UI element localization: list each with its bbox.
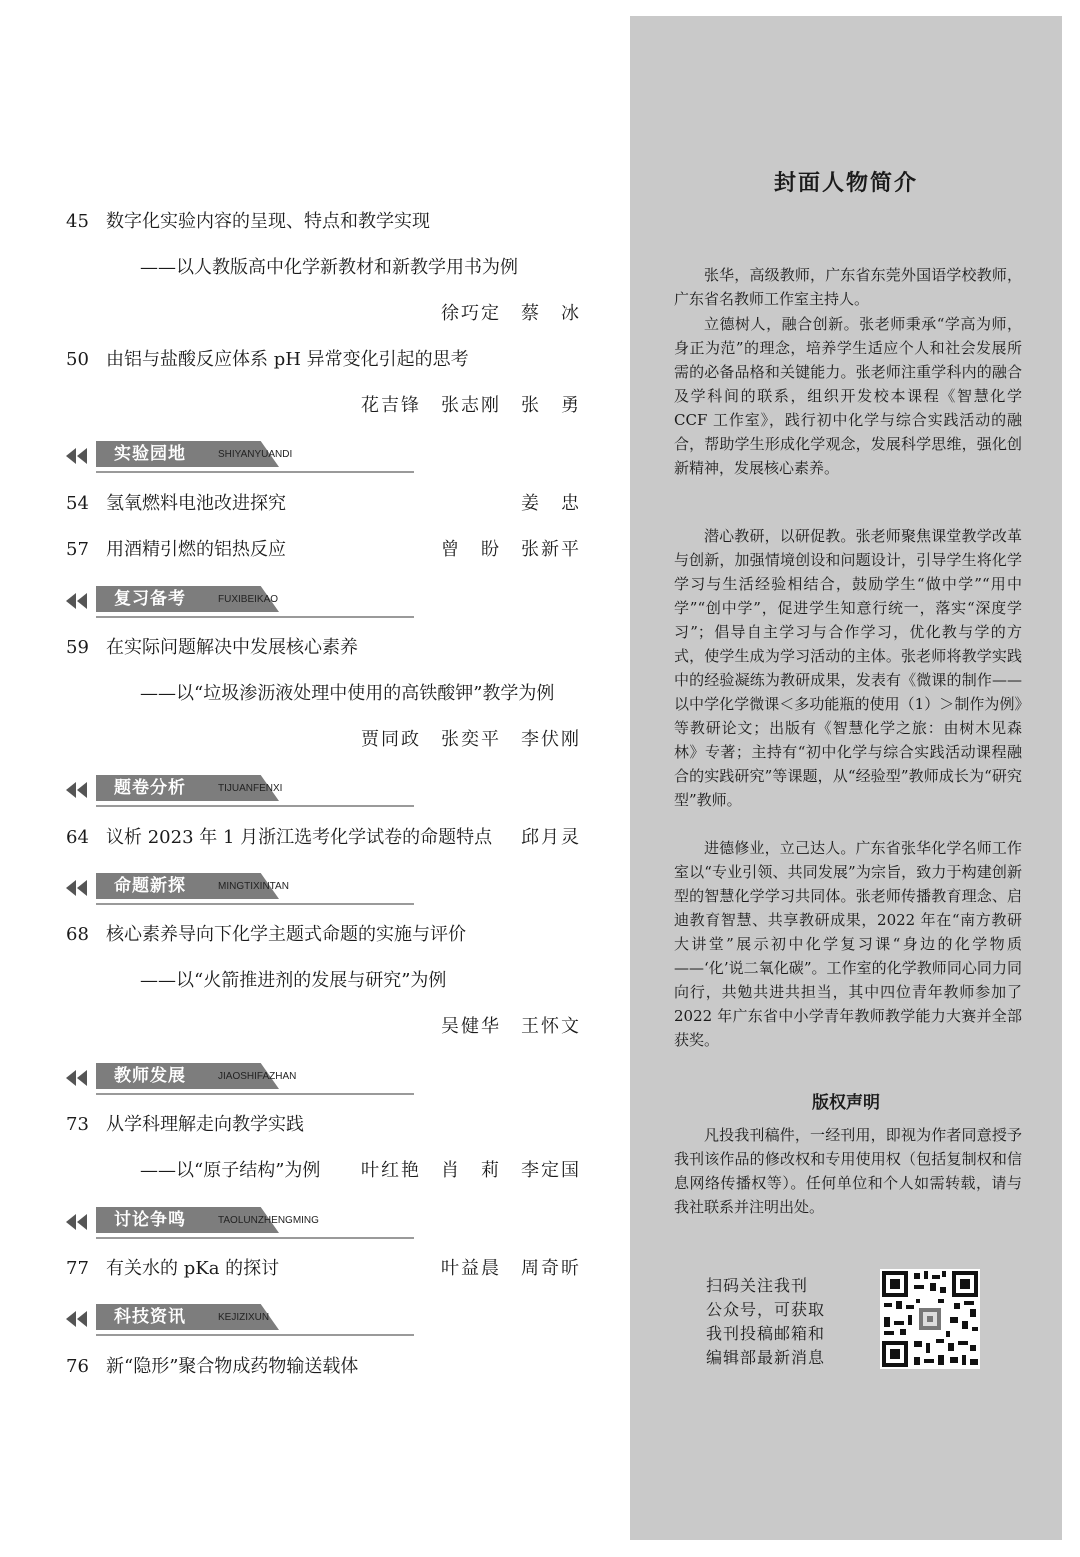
article-subtitle: ——以“原子结构”为例 [140, 1160, 321, 1181]
qr-caption-line: 扫码关注我刊 [706, 1276, 809, 1295]
section-pinyin: TIJUANFENXI [218, 783, 283, 794]
article-authors: 吴健华 王怀文 [441, 1016, 581, 1037]
article-title: 数字化实验内容的呈现、特点和教学实现 [106, 211, 430, 232]
copyright-text: 凡投我刊稿件，一经刊用，即视为作者同意授予我刊该作品的修改权和专用使用权（包括复制权和信息网络传播权等）。任何单位和个人如需转载，请与我社联系并注明出处。 [674, 1126, 1022, 1216]
toc-entry-73[interactable] [66, 1110, 581, 1140]
section-header-mingtixintan [66, 871, 414, 905]
article-authors: 花吉锋 张志刚 张 勇 [361, 395, 581, 416]
article-title: 由铝与盐酸反应体系 pH 异常变化引起的思考 [106, 349, 469, 370]
article-title: 议析 2023 年 1 月浙江选考化学试卷的命题特点 [106, 827, 493, 848]
divider [96, 805, 414, 807]
double-left-arrow-icon [66, 880, 90, 896]
divider [96, 616, 414, 618]
article-subtitle: ——以“火箭推进剂的发展与研究”为例 [140, 970, 447, 991]
section-header-kejizixun [66, 1302, 414, 1336]
double-left-arrow-icon [66, 1214, 90, 1230]
double-left-arrow-icon [66, 782, 90, 798]
double-left-arrow-icon [66, 1070, 90, 1086]
page-number: 73 [66, 1114, 89, 1135]
article-title: 在实际问题解决中发展核心素养 [106, 637, 358, 658]
section-title: 实验园地 [114, 444, 186, 464]
qr-caption-line: 编辑部最新消息 [706, 1348, 826, 1367]
qr-caption-line: 公众号，可获取 [706, 1300, 826, 1319]
section-header-shiyanyuandi [66, 439, 414, 473]
profile-paragraph-4: 进德修业，立己达人。广东省张华化学名师工作室以“专业引领、共同发展”为宗旨，致力于构建创新型的智慧化学学习共同体。张老师传播教育理念、启迪教育智慧、共享教研成果，2022 年在“南方教研大讲堂”展示初中化学复习课“身边的化学物质——‘化’说二氧化碳”。工作室的化学教师同心同力同向行，共勉共进共担当，其中四位青年教师参加了 2022 年广东省中小学青年教师教学能力大赛并全部获奖。 [674, 839, 1022, 1049]
toc-entry-77[interactable] [66, 1254, 581, 1284]
page-number: 50 [66, 349, 89, 370]
cover-profile-panel [630, 16, 1062, 1540]
page-number: 76 [66, 1356, 89, 1377]
article-title: 有关水的 pKa 的探讨 [106, 1258, 280, 1279]
page-number: 68 [66, 924, 89, 945]
section-header-fuxibeikao [66, 584, 414, 618]
section-title: 复习备考 [114, 589, 186, 609]
page-number: 64 [66, 827, 89, 848]
section-pinyin: FUXIBEIKAO [218, 594, 279, 605]
section-title: 命题新探 [114, 876, 186, 896]
article-title: 核心素养导向下化学主题式命题的实施与评价 [106, 924, 466, 945]
article-title: 从学科理解走向教学实践 [106, 1114, 304, 1135]
article-authors: 邱月灵 [521, 827, 581, 848]
toc-entry-57[interactable] [66, 535, 581, 565]
page-number: 54 [66, 493, 89, 514]
qr-code-icon[interactable] [880, 1269, 980, 1369]
section-pinyin: MINGTIXINTAN [218, 881, 289, 892]
article-authors: 叶益晨 周奇昕 [441, 1258, 581, 1279]
page-number: 45 [66, 211, 89, 232]
article-subtitle: ——以“垃圾渗沥液处理中使用的高铁酸钾”教学为例 [140, 683, 555, 704]
article-title: 新“隐形”聚合物成药物输送载体 [106, 1356, 359, 1377]
article-title: 用酒精引燃的铝热反应 [106, 539, 286, 560]
section-header-jiaoshifazhan [66, 1061, 414, 1095]
section-title: 题卷分析 [114, 778, 186, 798]
section-pinyin: SHIYANYUANDI [218, 449, 293, 460]
toc-entry-59[interactable] [66, 633, 581, 663]
article-authors: 曾 盼 张新平 [441, 539, 581, 560]
article-authors: 徐巧定 蔡 冰 [441, 303, 581, 324]
article-title: 氢氧燃料电池改进探究 [106, 493, 286, 514]
toc-entry-68[interactable] [66, 920, 581, 950]
page-number: 57 [66, 539, 89, 560]
toc-entry-45[interactable] [66, 207, 581, 237]
section-title: 教师发展 [114, 1066, 186, 1086]
section-title: 科技资讯 [114, 1307, 186, 1327]
double-left-arrow-icon [66, 1311, 90, 1327]
article-authors: 姜 忠 [521, 493, 581, 514]
section-pinyin: TAOLUNZHENGMING [218, 1215, 319, 1226]
double-left-arrow-icon [66, 448, 90, 464]
toc-entry-54[interactable] [66, 489, 581, 519]
divider [96, 1334, 414, 1336]
toc-entry-64[interactable] [66, 823, 581, 853]
double-left-arrow-icon [66, 593, 90, 609]
profile-paragraph-2: 立德树人，融合创新。张老师秉承“学高为师，身正为范”的理念，培养学生适应个人和社会发展所需的必备品格和关键能力。张老师注重学科内的融合及学科间的联系，组织开发校本课程《智慧化学 CCF 工作室》，践行初中化学与综合实践活动的融合，帮助学生形成化学观念，发展科学思维，强化创新精神，发展核心素养。 [674, 315, 1022, 477]
panel-title: 封面人物简介 [773, 170, 918, 196]
divider [96, 471, 414, 473]
article-authors: 贾同政 张奕平 李伏刚 [361, 729, 581, 750]
section-header-tijuanfenxi [66, 773, 414, 807]
profile-paragraph-3: 潜心教研，以研促教。张老师聚焦课堂教学改革与创新，加强情境创设和问题设计，引导学生将化学学习与生活经验相结合，鼓励学生“做中学”“用中学”“创中学”，促进学生知意行统一，落实“深度学习”；倡导自主学习与合作学习，优化教与学的方式，使学生成为学习活动的主体。张老师将教学实践中的经验凝练为教研成果，发表有《微课的制作——以中学化学微课＜多功能瓶的使用（1）＞制作为例》等教研论文；出版有《智慧化学之旅：由树木见森林》专著；主持有“初中化学与综合实践活动课程融合的实践研究”等课题，从“经验型”教师成长为“研究型”教师。 [674, 527, 1022, 809]
divider [96, 903, 414, 905]
section-title: 讨论争鸣 [114, 1210, 186, 1230]
page-number: 77 [66, 1258, 89, 1279]
divider [96, 1093, 414, 1095]
copyright-title: 版权声明 [812, 1093, 880, 1113]
qr-caption-line: 我刊投稿邮箱和 [706, 1324, 826, 1343]
qr-caption [706, 1274, 846, 1370]
toc-entry-76[interactable] [66, 1352, 581, 1382]
article-subtitle: ——以人教版高中化学新教材和新教学用书为例 [140, 257, 518, 278]
page-number: 59 [66, 637, 89, 658]
divider [96, 1237, 414, 1239]
article-authors: 叶红艳 肖 莉 李定国 [361, 1160, 581, 1181]
section-pinyin: KEJIZIXUN [218, 1312, 270, 1323]
section-header-taolunzhengming [66, 1205, 414, 1239]
toc-entry-50[interactable] [66, 345, 581, 375]
profile-paragraph-1: 张华，高级教师，广东省东莞外国语学校教师，广东省名教师工作室主持人。 [674, 266, 1022, 308]
section-pinyin: JIAOSHIFAZHAN [218, 1071, 297, 1082]
